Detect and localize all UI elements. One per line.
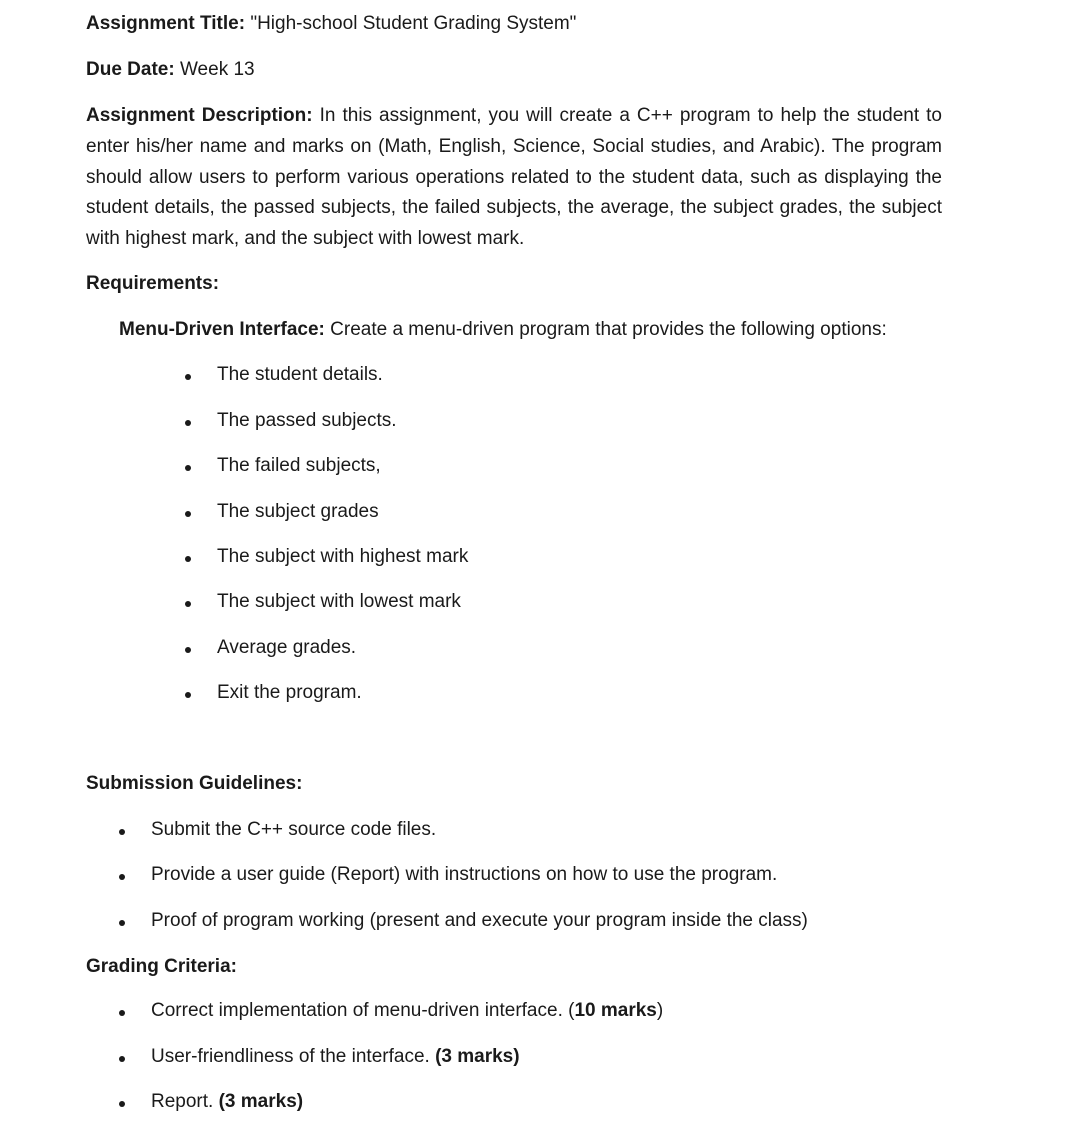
menu-option: The subject with lowest mark (217, 591, 461, 612)
grading-heading: Grading Criteria: (86, 956, 237, 977)
bullet-icon (119, 1056, 125, 1062)
bullet-icon (185, 420, 191, 426)
bullet-icon (185, 511, 191, 517)
menu-option: Exit the program. (217, 682, 362, 703)
bullet-icon (119, 874, 125, 880)
menu-label: Menu-Driven Interface: (119, 319, 325, 340)
requirements-heading: Requirements: (86, 273, 220, 294)
description-label: Assignment Description: (86, 105, 313, 126)
menu-option: The student details. (217, 364, 383, 385)
grading-item-text: Correct implementation of menu-driven interface. ( (151, 1000, 575, 1021)
menu-option: The subject with highest mark (217, 546, 469, 567)
assignment-description (86, 101, 942, 255)
due-date (86, 59, 255, 81)
grading-item-text: User-friendliness of the interface. (151, 1046, 436, 1067)
menu-driven-interface (119, 319, 887, 341)
grading-item-text: Report. (151, 1091, 219, 1112)
bullet-icon (185, 647, 191, 653)
menu-option: The subject grades (217, 501, 379, 522)
bullet-icon (185, 601, 191, 607)
menu-text: Create a menu-driven program that provides the following options: (324, 319, 887, 340)
submission-item: Provide a user guide (Report) with instructions on how to use the program. (151, 864, 778, 885)
menu-option: The passed subjects. (217, 410, 397, 431)
grading-item (151, 1091, 303, 1113)
grading-item (151, 1046, 520, 1068)
menu-option: Average grades. (217, 637, 357, 658)
grading-item (151, 1000, 663, 1022)
submission-heading: Submission Guidelines: (86, 773, 303, 794)
grading-item-marks: 10 marks (574, 1000, 657, 1021)
grading-item-marks: (3 marks) (218, 1091, 304, 1112)
grading-item-marks: (3 marks) (435, 1046, 520, 1067)
bullet-icon (119, 920, 125, 926)
grading-item-close: ) (656, 1000, 664, 1021)
bullet-icon (185, 692, 191, 698)
bullet-icon (119, 829, 125, 835)
assignment-title (86, 13, 576, 35)
bullet-icon (119, 1101, 125, 1107)
bullet-icon (119, 1010, 125, 1016)
due-date-label: Due Date: (86, 59, 175, 80)
submission-item: Submit the C++ source code files. (151, 819, 437, 840)
assignment-title-label: Assignment Title: (86, 13, 246, 34)
menu-option: The failed subjects, (217, 455, 381, 476)
bullet-icon (185, 374, 191, 380)
submission-item: Proof of program working (present and execute your program inside the class) (151, 910, 808, 931)
bullet-icon (185, 465, 191, 471)
assignment-title-value: "High-school Student Grading System" (245, 13, 577, 34)
due-date-value: Week 13 (174, 59, 255, 80)
description-text: In this assignment, you will create a C++ program to help the student to enter his/her name and marks on (Math, English, Science, Social studies, and Arabic). The program should allow users to perform various operations related to the student data, such as displaying the student details, the passed subjects, the failed subjects, the average, the subject grades, the subject with highest mark, and the subject with lowest mark. (86, 105, 942, 250)
bullet-icon (185, 556, 191, 562)
